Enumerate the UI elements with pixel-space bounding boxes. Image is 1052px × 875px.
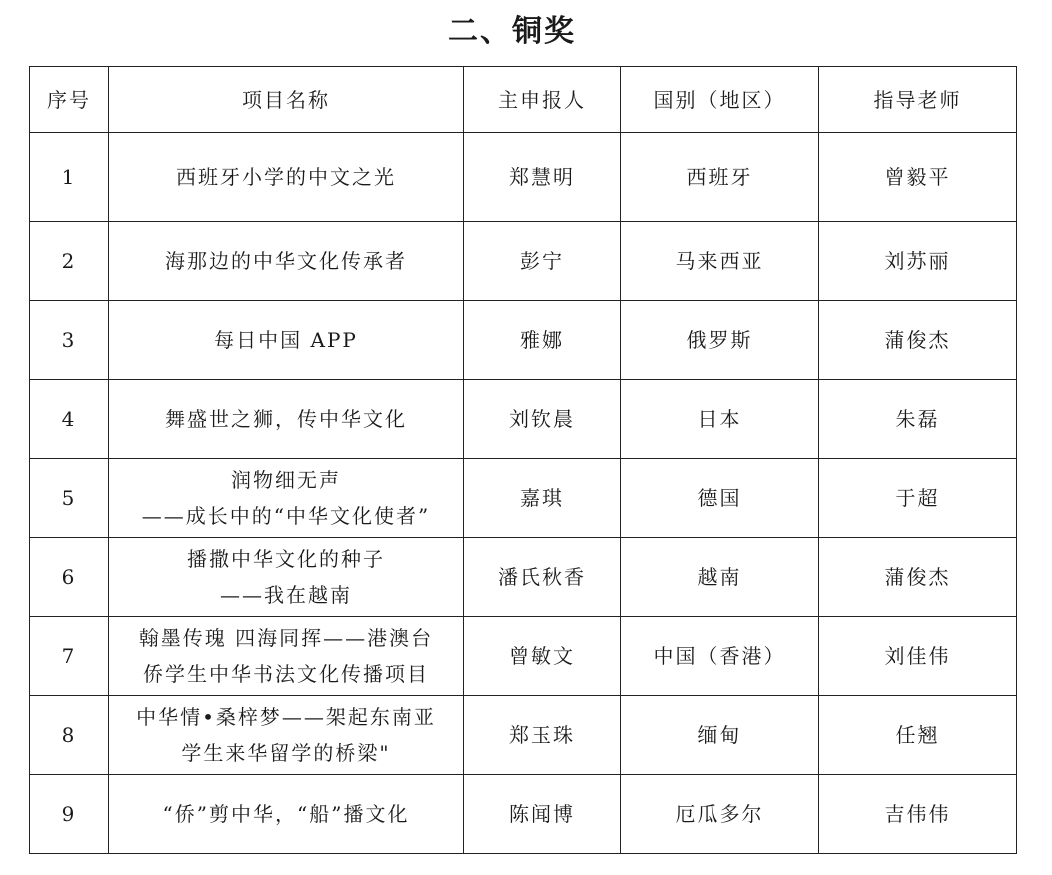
project-line: 海那边的中华文化传承者 bbox=[165, 249, 407, 273]
row-applicant: 郑慧明 bbox=[464, 133, 621, 222]
project-line: 播撒中华文化的种子 bbox=[187, 547, 385, 571]
row-applicant: 曾敏文 bbox=[464, 617, 621, 696]
table-row bbox=[30, 696, 1017, 775]
row-project bbox=[109, 775, 464, 854]
row-project bbox=[109, 459, 464, 538]
row-country: 厄瓜多尔 bbox=[621, 775, 819, 854]
row-teacher: 刘佳伟 bbox=[819, 617, 1017, 696]
row-index: 6 bbox=[30, 538, 109, 617]
row-teacher: 吉伟伟 bbox=[819, 775, 1017, 854]
row-project bbox=[109, 380, 464, 459]
table-row bbox=[30, 301, 1017, 380]
project-line: 学生来华留学的桥梁" bbox=[181, 741, 391, 765]
project-line: ——成长中的“中华文化使者” bbox=[141, 504, 431, 528]
row-country: 缅甸 bbox=[621, 696, 819, 775]
project-line: ——我在越南 bbox=[220, 583, 352, 607]
row-index: 5 bbox=[30, 459, 109, 538]
row-teacher: 于超 bbox=[819, 459, 1017, 538]
project-line: 翰墨传瑰 四海同挥——港澳台 bbox=[138, 626, 434, 650]
project-line: 西班牙小学的中文之光 bbox=[176, 165, 396, 189]
header-index: 序号 bbox=[30, 67, 109, 133]
row-index: 3 bbox=[30, 301, 109, 380]
row-teacher: 曾毅平 bbox=[819, 133, 1017, 222]
header-teacher: 指导老师 bbox=[819, 67, 1017, 133]
row-applicant: 雅娜 bbox=[464, 301, 621, 380]
row-teacher: 刘苏丽 bbox=[819, 222, 1017, 301]
project-line: 润物细无声 bbox=[231, 468, 341, 492]
table-row bbox=[30, 380, 1017, 459]
bronze-award-table bbox=[29, 66, 1017, 854]
table-row bbox=[30, 617, 1017, 696]
row-teacher: 蒲俊杰 bbox=[819, 301, 1017, 380]
row-country: 马来西亚 bbox=[621, 222, 819, 301]
row-project bbox=[109, 301, 464, 380]
row-index: 9 bbox=[30, 775, 109, 854]
row-country: 日本 bbox=[621, 380, 819, 459]
row-country: 德国 bbox=[621, 459, 819, 538]
row-index: 8 bbox=[30, 696, 109, 775]
row-project bbox=[109, 538, 464, 617]
header-country: 国别（地区） bbox=[621, 67, 819, 133]
row-country: 越南 bbox=[621, 538, 819, 617]
row-applicant: 彭宁 bbox=[464, 222, 621, 301]
project-line: 每日中国 APP bbox=[214, 328, 358, 352]
header-applicant: 主申报人 bbox=[464, 67, 621, 133]
row-country: 中国（香港） bbox=[621, 617, 819, 696]
table-header-row bbox=[30, 67, 1017, 133]
table-row bbox=[30, 133, 1017, 222]
row-teacher: 蒲俊杰 bbox=[819, 538, 1017, 617]
row-project bbox=[109, 133, 464, 222]
table-row bbox=[30, 459, 1017, 538]
row-teacher: 朱磊 bbox=[819, 380, 1017, 459]
row-applicant: 陈闻博 bbox=[464, 775, 621, 854]
table-row bbox=[30, 222, 1017, 301]
row-index: 4 bbox=[30, 380, 109, 459]
row-applicant: 潘氏秋香 bbox=[464, 538, 621, 617]
table-row bbox=[30, 775, 1017, 854]
row-project bbox=[109, 617, 464, 696]
project-line: 侨学生中华书法文化传播项目 bbox=[143, 662, 429, 686]
page-title: 二、铜奖 bbox=[448, 14, 576, 49]
header-project: 项目名称 bbox=[109, 67, 464, 133]
project-line: 中华情•桑梓梦——架起东南亚 bbox=[136, 705, 436, 729]
row-applicant: 刘钦晨 bbox=[464, 380, 621, 459]
row-index: 1 bbox=[30, 133, 109, 222]
table-row bbox=[30, 538, 1017, 617]
row-teacher: 任翘 bbox=[819, 696, 1017, 775]
row-country: 俄罗斯 bbox=[621, 301, 819, 380]
row-country: 西班牙 bbox=[621, 133, 819, 222]
project-line: 舞盛世之狮，传中华文化 bbox=[165, 407, 407, 431]
row-applicant: 嘉琪 bbox=[464, 459, 621, 538]
project-line: “侨”剪中华，“船”播文化 bbox=[162, 802, 410, 826]
row-project bbox=[109, 696, 464, 775]
row-project bbox=[109, 222, 464, 301]
row-applicant: 郑玉珠 bbox=[464, 696, 621, 775]
row-index: 7 bbox=[30, 617, 109, 696]
row-index: 2 bbox=[30, 222, 109, 301]
